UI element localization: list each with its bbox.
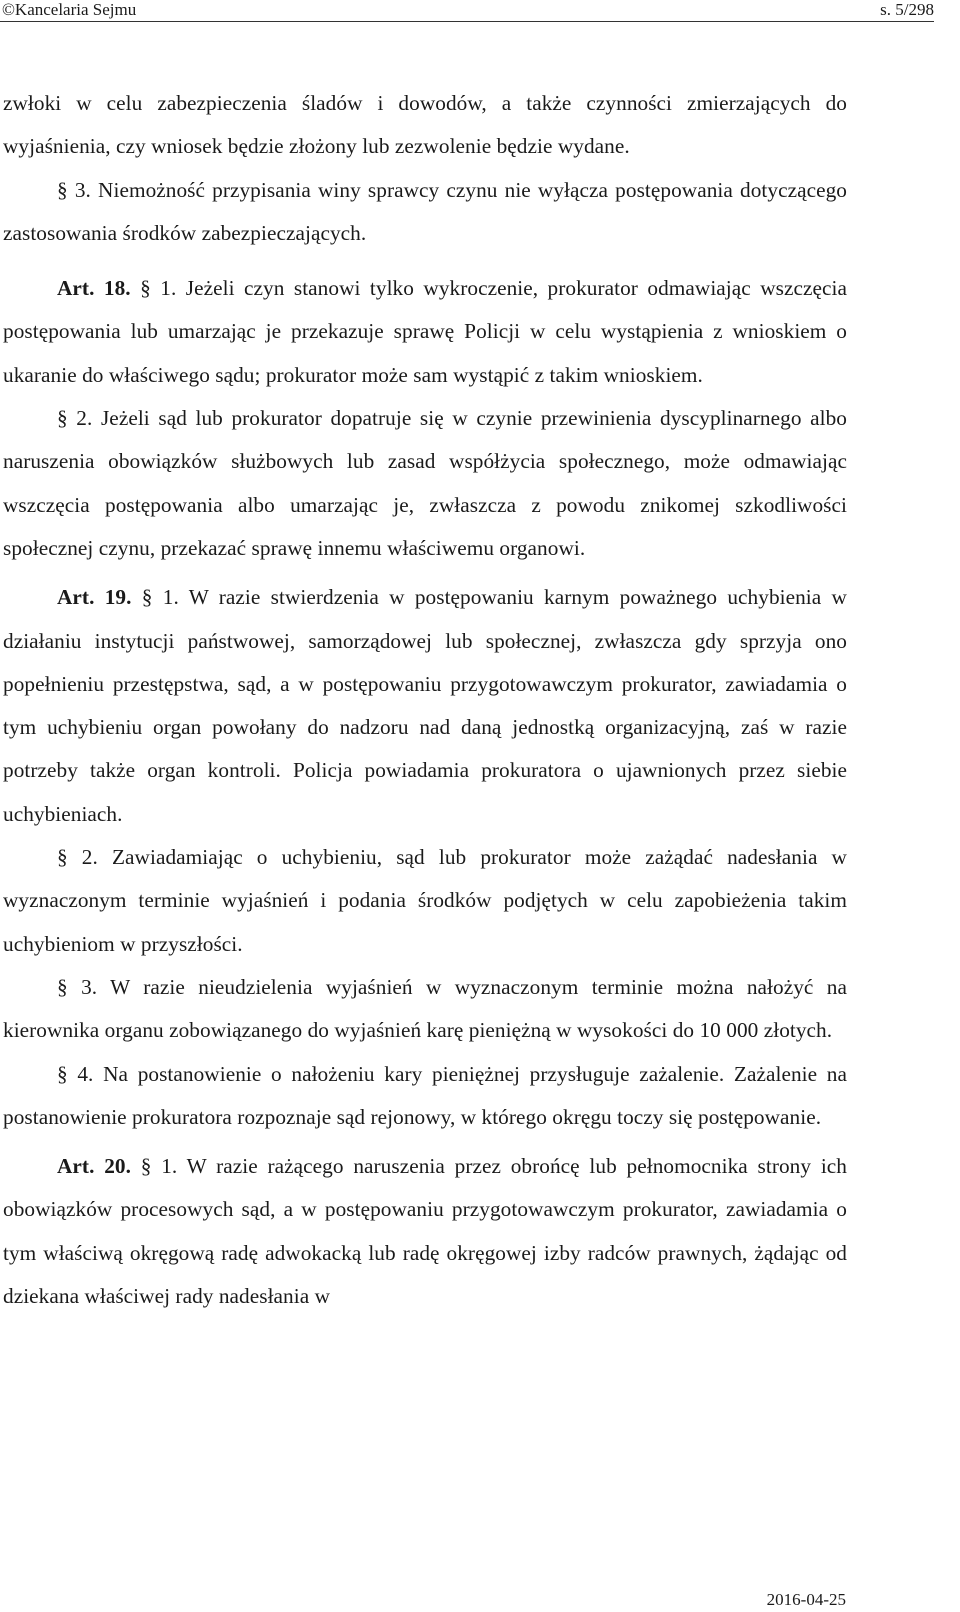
source-label: ©Kancelaria Sejmu <box>2 0 137 19</box>
header-divider <box>0 21 934 22</box>
paragraph-section: § 4. Na postanowienie o nałożeniu kary pieniężnej przysługuje zażalenie. Zażalenie na postanowienie prokuratora rozpoznaje sąd rejonowy, w którego okręgu toczy się postępowanie. <box>3 1061 847 1129</box>
article-18: Art. 18. § 1. Jeżeli czyn stanowi tylko wykroczenie, prokurator odmawiając wszczęcia postępowania lub umarzając je przekazuje sprawę Policji w celu wystąpienia z wnioskiem o ukaranie do właściwego sądu; prokurator może sam wystąpić z takim wnioskiem. <box>3 276 847 387</box>
page-header <box>0 0 960 22</box>
paragraph-section: § 3. Niemożność przypisania winy sprawcy czynu nie wyłącza postępowania dotyczącego zastosowania środków zabezpieczających. <box>3 177 847 245</box>
paragraph-continuation: zwłoki w celu zabezpieczenia śladów i dowodów, a także czynności zmierzających do wyjaśnienia, czy wniosek będzie złożony lub zezwolenie będzie wydane. <box>3 91 847 159</box>
page-footer-date: 2016-04-25 <box>766 1590 846 1609</box>
paragraph-section: § 2. Zawiadamiając o uchybieniu, sąd lub prokurator może zażądać nadesłania w wyznaczonym terminie wyjaśnień i podania środków podjętych w celu zapobieżenia takim uchybieniom w przyszłości. <box>3 845 847 956</box>
article-20: Art. 20. § 1. W razie rażącego naruszenia przez obrońcę lub pełnomocnika strony ich obowiązków procesowych sąd, a w postępowaniu przygotowawczym prokurator, zawiadamia o tym właściwą okręgową radę adwokacką lub radę okręgowej izby radców prawnych, żądając od dziekana właściwej rady nadesłania w <box>3 1154 848 1309</box>
article-number: Art. 20. <box>57 1154 131 1179</box>
article-number: Art. 18. <box>57 276 131 301</box>
paragraph-section: § 2. Jeżeli sąd lub prokurator dopatruje się w czynie przewinienia dyscyplinarnego albo naruszenia obowiązków służbowych lub zasad współżycia społecznego, może odmawiając wszczęcia postępowania albo umarzając je, zwłaszcza z powodu znikomej szkodliwości społecznej czynu, przekazać sprawę innemu właściwemu organowi. <box>3 406 847 560</box>
article-number: Art. 19. <box>57 585 132 610</box>
article-19: Art. 19. § 1. W razie stwierdzenia w postępowaniu karnym poważnego uchybienia w działaniu instytucji państwowej, samorządowej lub społecznej, zwłaszcza gdy sprzyja ono popełnieniu przestępstwa, sąd, a w postępowaniu przygotowawczym prokurator, zawiadamia o tym uchybieniu organ powołany do nadzoru nad daną jednostką organizacyjną, zaś w razie potrzeby także organ kontroli. Policja powiadamia prokuratora o ujawnionych przez siebie uchybieniach. <box>3 585 847 826</box>
document-body <box>3 82 847 1318</box>
page-number: s. 5/298 <box>880 0 934 19</box>
paragraph-section: § 3. W razie nieudzielenia wyjaśnień w wyznaczonym terminie można nałożyć na kierownika organu zobowiązanego do wyjaśnień karę pieniężną w wysokości do 10 000 złotych. <box>3 974 847 1043</box>
